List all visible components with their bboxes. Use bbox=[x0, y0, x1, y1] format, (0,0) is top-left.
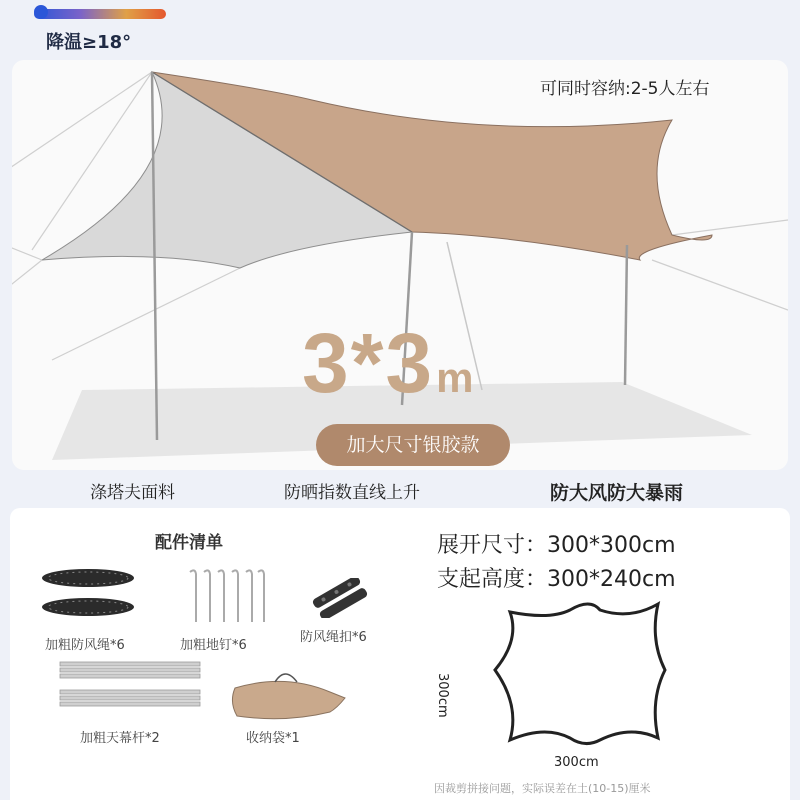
accessory-label-stake: 加粗地钉*6 bbox=[180, 638, 247, 653]
accessory-label-pole: 加粗天幕杆*2 bbox=[80, 731, 160, 746]
tolerance-note: 因裁剪拼接问题，实际误差在土(10-15)厘米 bbox=[434, 782, 651, 795]
hero-image bbox=[12, 60, 788, 470]
feature-fabric: 涤塔夫面料 bbox=[90, 483, 175, 503]
size-unit: m bbox=[436, 354, 476, 401]
feature-weather: 防大风防大暴雨 bbox=[550, 482, 684, 504]
spec-panel bbox=[10, 508, 790, 800]
spec-height: 支起高度：300*240cm bbox=[437, 567, 676, 592]
stake-icon bbox=[182, 566, 268, 626]
rope-buckle-icon bbox=[310, 578, 370, 618]
size-headline bbox=[302, 315, 475, 412]
feature-uv: 防晒指数直线上升 bbox=[284, 483, 420, 503]
rope-icon bbox=[38, 563, 138, 623]
temperature-dot bbox=[34, 5, 48, 19]
accessories-title: 配件清单 bbox=[155, 533, 223, 553]
accessory-label-rope: 加粗防风绳*6 bbox=[45, 638, 125, 653]
accessory-label-bag: 收纳袋*1 bbox=[246, 731, 300, 746]
temperature-label: 降温≥18° bbox=[46, 32, 132, 53]
spec-unfold-size: 展开尺寸：300*300cm bbox=[437, 533, 676, 558]
pole-icon bbox=[58, 658, 208, 718]
canopy-shape-diagram bbox=[490, 600, 690, 750]
temperature-gradient-bar bbox=[34, 9, 166, 19]
variant-badge: 加大尺寸银胶款 bbox=[316, 424, 510, 466]
size-number: 3*3 bbox=[302, 316, 435, 410]
canopy-outline bbox=[495, 604, 665, 744]
accessory-label-buckle: 防风绳扣*6 bbox=[300, 630, 367, 645]
storage-bag-icon bbox=[225, 668, 355, 726]
dimension-vertical: 300cm bbox=[435, 673, 450, 718]
capacity-text: 可同时容纳:2-5人左右 bbox=[540, 79, 710, 99]
dimension-horizontal: 300cm bbox=[554, 755, 599, 770]
